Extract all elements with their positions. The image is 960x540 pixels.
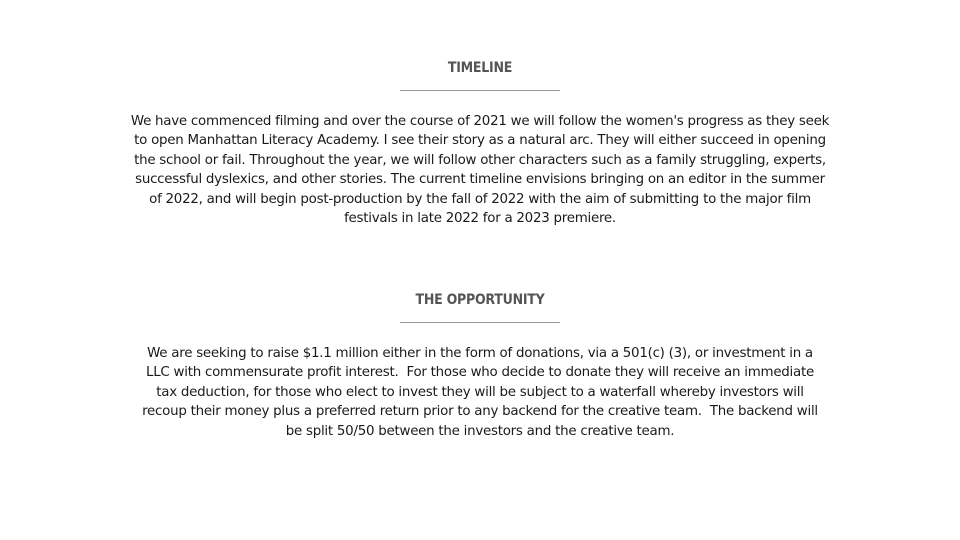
timeline-divider — [400, 90, 560, 91]
timeline-heading: TIMELINE — [447, 60, 513, 76]
opportunity-divider — [400, 322, 560, 323]
opportunity-heading: THE OPPORTUNITY — [415, 292, 545, 308]
timeline-section — [0, 58, 960, 228]
timeline-body-text: We have commenced filming and over the course of 2021 we will follow the women's progress as they seek to open Manhattan Literacy Academy. I see their story as a natural arc. They will either succeed in opening the school or fail. Throughout the year, we will follow other characters such as a family struggling, experts, successful dyslexics, and other stories. The current timeline envisions bringing on an editor in the summer of 2022, and will begin post-production by the fall of 2022 with the aim of submitting to the major film festivals in late 2022 for a 2023 premiere. — [130, 114, 830, 227]
opportunity-body-text: We are seeking to raise $1.1 million either in the form of donations, via a 501(c) (3), or investment in a LLC with commensurate profit interest. For those who decide to donate they will receive an immediate tax deduction, for those who elect to invest they will be subject to a waterfall whereby investors will recoup their money plus a preferred return prior to any backend for the creative team. The backend will be split 50/50 between the investors and the creative team. — [142, 346, 822, 439]
opportunity-section — [0, 290, 960, 441]
